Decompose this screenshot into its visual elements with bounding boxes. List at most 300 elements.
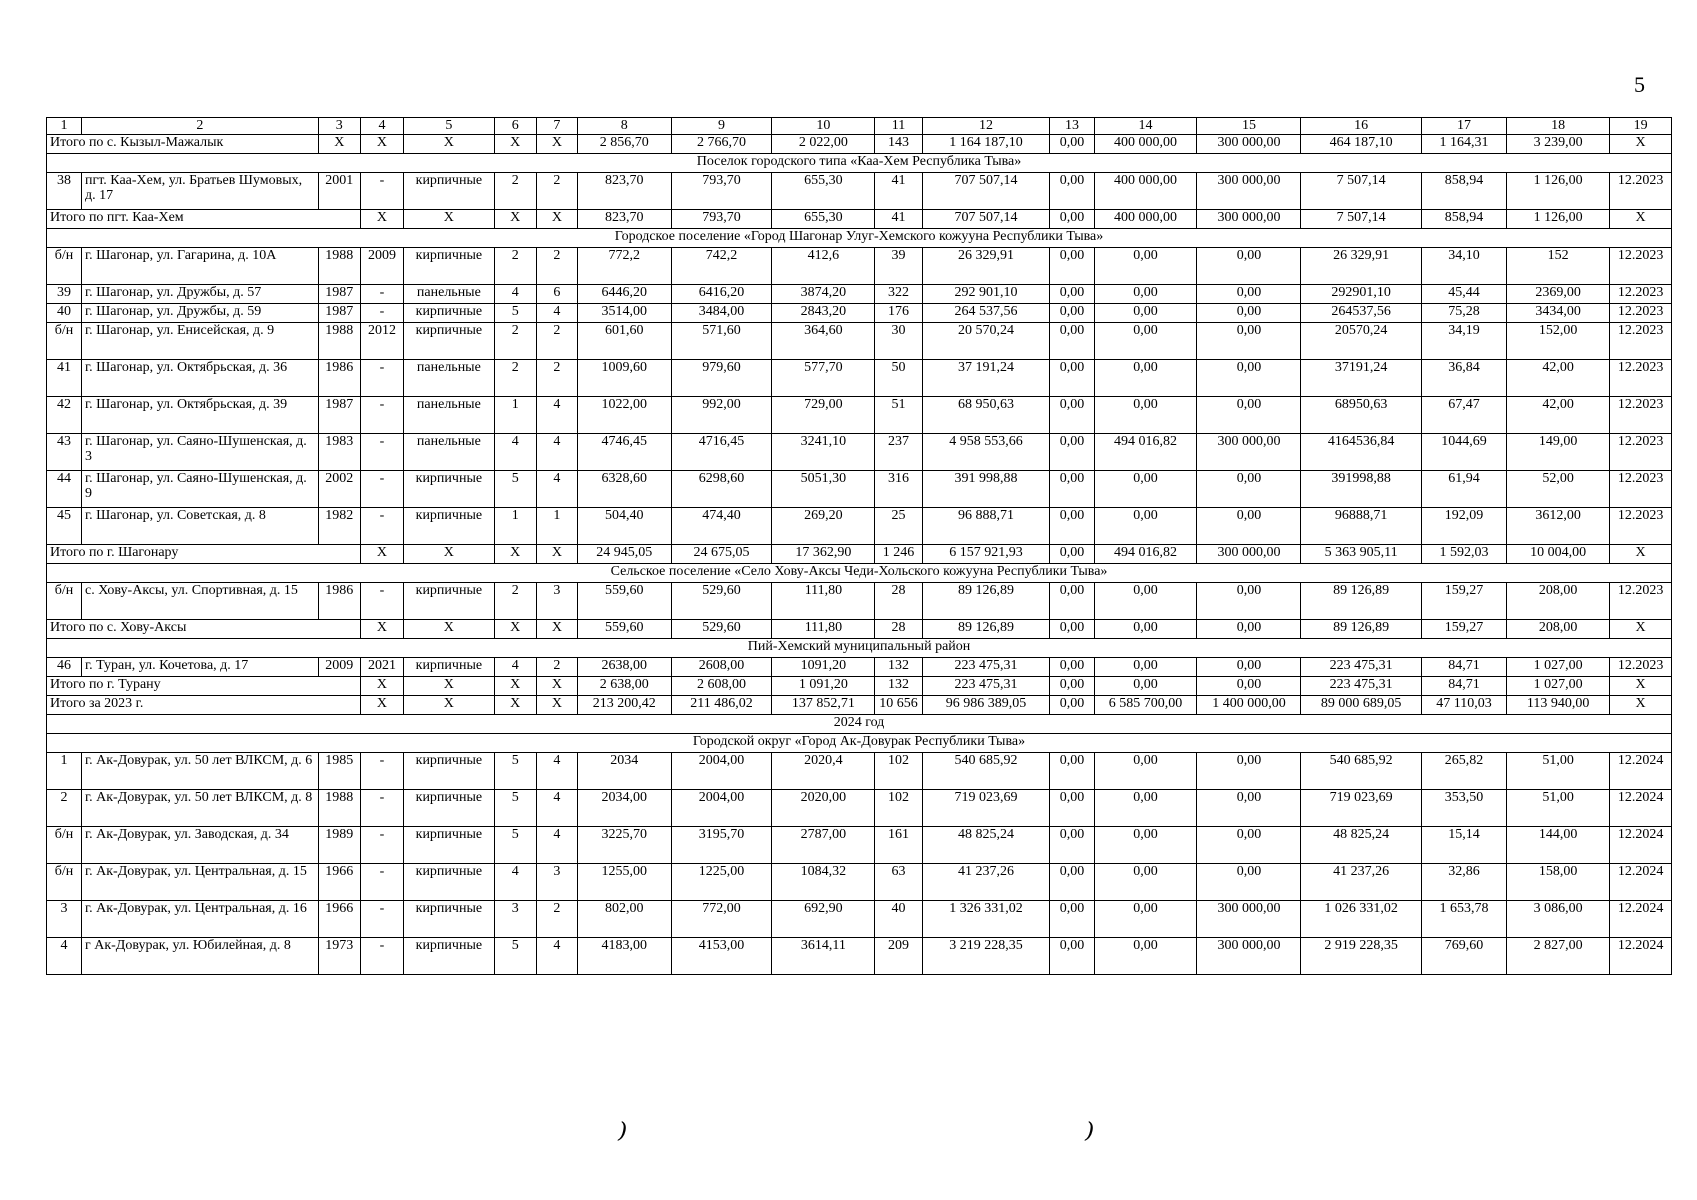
table-cell: - — [360, 753, 403, 790]
table-cell: 0,00 — [1197, 583, 1301, 620]
column-header: 17 — [1421, 118, 1506, 135]
table-cell: X — [1610, 620, 1672, 639]
section-header-row — [47, 229, 1672, 248]
signature-mark-left: ⁾ — [618, 1117, 628, 1159]
table-cell: 4 — [536, 304, 577, 323]
table-cell: 601,60 — [577, 323, 671, 360]
table-cell: 12.2023 — [1610, 248, 1672, 285]
table-cell: 802,00 — [577, 901, 671, 938]
table-cell: 3614,11 — [772, 938, 875, 975]
table-cell: 1 027,00 — [1507, 658, 1610, 677]
address-cell: г. Шагонар, ул. Октябрьская, д. 36 — [81, 360, 318, 397]
table-cell: 67,47 — [1421, 397, 1506, 434]
table-cell: 6 157 921,93 — [922, 545, 1050, 564]
table-cell: 5051,30 — [772, 471, 875, 508]
table-cell: - — [360, 173, 403, 210]
table-cell: 3 — [47, 901, 82, 938]
table-cell: 36,84 — [1421, 360, 1506, 397]
table-cell: 51,00 — [1507, 753, 1610, 790]
table-row — [47, 583, 1672, 620]
table-cell: 30 — [875, 323, 922, 360]
table-cell: 7 507,14 — [1301, 210, 1421, 229]
table-cell: 89 126,89 — [922, 620, 1050, 639]
table-cell: 41 — [875, 173, 922, 210]
table-cell: 12.2024 — [1610, 938, 1672, 975]
table-cell: X — [404, 135, 495, 154]
table-cell: 12.2024 — [1610, 827, 1672, 864]
table-cell: 12.2023 — [1610, 323, 1672, 360]
table-cell: 0,00 — [1197, 285, 1301, 304]
table-cell: 84,71 — [1421, 658, 1506, 677]
table-cell: 769,60 — [1421, 938, 1506, 975]
table-cell: 979,60 — [671, 360, 772, 397]
table-cell: 144,00 — [1507, 827, 1610, 864]
table-cell: 292 901,10 — [922, 285, 1050, 304]
table-cell: 729,00 — [772, 397, 875, 434]
column-header: 9 — [671, 118, 772, 135]
table-cell: 132 — [875, 677, 922, 696]
column-header: 18 — [1507, 118, 1610, 135]
table-cell: панельные — [404, 360, 495, 397]
table-cell: 655,30 — [772, 173, 875, 210]
table-cell: 0,00 — [1094, 323, 1197, 360]
table-cell: 4 — [536, 471, 577, 508]
table-cell: 161 — [875, 827, 922, 864]
table-cell: 1255,00 — [577, 864, 671, 901]
table-cell: 400 000,00 — [1094, 135, 1197, 154]
address-cell: г. Ак-Довурак, ул. Центральная, д. 15 — [81, 864, 318, 901]
table-cell: 707 507,14 — [922, 173, 1050, 210]
table-cell: 0,00 — [1050, 248, 1094, 285]
table-cell: 158,00 — [1507, 864, 1610, 901]
table-cell: 0,00 — [1197, 471, 1301, 508]
table-cell: панельные — [404, 397, 495, 434]
table-cell: 4 958 553,66 — [922, 434, 1050, 471]
table-cell: 32,86 — [1421, 864, 1506, 901]
table-cell: 0,00 — [1050, 790, 1094, 827]
table-cell: 5 — [494, 753, 536, 790]
table-cell: 0,00 — [1197, 248, 1301, 285]
table-cell: 2 — [536, 360, 577, 397]
table-cell: 1988 — [318, 323, 360, 360]
table-cell: кирпичные — [404, 304, 495, 323]
table-cell: 412,6 — [772, 248, 875, 285]
table-cell: 300 000,00 — [1197, 938, 1301, 975]
table-cell: 391998,88 — [1301, 471, 1421, 508]
table-cell: 211 486,02 — [671, 696, 772, 715]
table-cell: 102 — [875, 753, 922, 790]
table-cell: кирпичные — [404, 827, 495, 864]
table-cell: панельные — [404, 434, 495, 471]
table-cell: 3612,00 — [1507, 508, 1610, 545]
total-row — [47, 545, 1672, 564]
section-title: Сельское поселение «Село Хову-Аксы Чеди-Хольского кожууна Республики Тыва» — [47, 564, 1672, 583]
section-header-row — [47, 715, 1672, 734]
total-row — [47, 620, 1672, 639]
table-cell: X — [360, 210, 403, 229]
table-cell: 89 126,89 — [1301, 620, 1421, 639]
section-title: Поселок городского типа «Каа-Хем Республика Тыва» — [47, 154, 1672, 173]
table-cell: 1091,20 — [772, 658, 875, 677]
table-cell: 0,00 — [1094, 583, 1197, 620]
table-cell: 5 — [494, 938, 536, 975]
table-cell: 213 200,42 — [577, 696, 671, 715]
address-cell: г. Ак-Довурак, ул. 50 лет ВЛКСМ, д. 6 — [81, 753, 318, 790]
table-cell: 52,00 — [1507, 471, 1610, 508]
table-cell: 300 000,00 — [1197, 901, 1301, 938]
table-cell: 5 363 905,11 — [1301, 545, 1421, 564]
table-cell: 0,00 — [1094, 864, 1197, 901]
table-cell: 63 — [875, 864, 922, 901]
table-cell: 2 — [536, 901, 577, 938]
table-row — [47, 827, 1672, 864]
table-cell: X — [1610, 135, 1672, 154]
table-cell: 0,00 — [1197, 677, 1301, 696]
total-label: Итого по пгт. Каа-Хем — [47, 210, 361, 229]
table-cell: 5 — [494, 471, 536, 508]
table-cell: 2 — [494, 173, 536, 210]
table-cell: 176 — [875, 304, 922, 323]
table-cell: X — [494, 677, 536, 696]
table-cell: X — [360, 696, 403, 715]
table-cell: X — [536, 545, 577, 564]
table-cell: 132 — [875, 658, 922, 677]
table-cell: 1 091,20 — [772, 677, 875, 696]
section-header-row — [47, 639, 1672, 658]
table-cell: 1987 — [318, 285, 360, 304]
table-cell: 15,14 — [1421, 827, 1506, 864]
table-cell: 0,00 — [1197, 508, 1301, 545]
table-cell: 264537,56 — [1301, 304, 1421, 323]
table-row — [47, 248, 1672, 285]
table-cell: 0,00 — [1197, 658, 1301, 677]
column-header: 8 — [577, 118, 671, 135]
table-cell: 265,82 — [1421, 753, 1506, 790]
table-cell: кирпичные — [404, 901, 495, 938]
table-cell: 4 — [536, 397, 577, 434]
table-cell: 47 110,03 — [1421, 696, 1506, 715]
table-row — [47, 790, 1672, 827]
table-cell: 0,00 — [1094, 827, 1197, 864]
table-cell: 39 — [875, 248, 922, 285]
table-cell: 494 016,82 — [1094, 434, 1197, 471]
table-cell: б/н — [47, 248, 82, 285]
table-cell: 529,60 — [671, 583, 772, 620]
column-header: 15 — [1197, 118, 1301, 135]
table-cell: 1966 — [318, 901, 360, 938]
table-row — [47, 397, 1672, 434]
table-cell: 577,70 — [772, 360, 875, 397]
table-cell: 12.2024 — [1610, 864, 1672, 901]
table-cell: 12.2023 — [1610, 304, 1672, 323]
table-cell: 6416,20 — [671, 285, 772, 304]
table-cell: 0,00 — [1050, 938, 1094, 975]
table-cell: 0,00 — [1050, 397, 1094, 434]
table-cell: 12.2023 — [1610, 583, 1672, 620]
table-cell: X — [494, 545, 536, 564]
table-cell: 0,00 — [1094, 397, 1197, 434]
table-cell: 1 126,00 — [1507, 173, 1610, 210]
table-cell: 28 — [875, 620, 922, 639]
table-cell: 1989 — [318, 827, 360, 864]
address-cell: г. Шагонар, ул. Дружбы, д. 57 — [81, 285, 318, 304]
table-cell: 292901,10 — [1301, 285, 1421, 304]
table-cell: 0,00 — [1050, 583, 1094, 620]
table-cell: 540 685,92 — [922, 753, 1050, 790]
table-cell: 0,00 — [1050, 304, 1094, 323]
table-row — [47, 938, 1672, 975]
table-cell: 4 — [536, 790, 577, 827]
section-title: Пий-Хемский муниципальный район — [47, 639, 1672, 658]
table-cell: 12.2023 — [1610, 658, 1672, 677]
address-cell: г. Шагонар, ул. Гагарина, д. 10А — [81, 248, 318, 285]
table-cell: 26 329,91 — [1301, 248, 1421, 285]
table-cell: 2 — [536, 173, 577, 210]
column-header: 11 — [875, 118, 922, 135]
table-cell: 494 016,82 — [1094, 545, 1197, 564]
table-cell: 41 — [47, 360, 82, 397]
table-cell: 316 — [875, 471, 922, 508]
table-cell: 4 — [536, 827, 577, 864]
table-cell: 237 — [875, 434, 922, 471]
table-cell: 61,94 — [1421, 471, 1506, 508]
table-cell: 823,70 — [577, 173, 671, 210]
table-cell: X — [536, 210, 577, 229]
table-cell: 44 — [47, 471, 82, 508]
table-cell: 264 537,56 — [922, 304, 1050, 323]
table-cell: 793,70 — [671, 210, 772, 229]
table-cell: 3195,70 — [671, 827, 772, 864]
table-cell: 223 475,31 — [1301, 658, 1421, 677]
table-cell: 3484,00 — [671, 304, 772, 323]
table-cell: 2843,20 — [772, 304, 875, 323]
table-cell: 24 675,05 — [671, 545, 772, 564]
table-cell: 2 638,00 — [577, 677, 671, 696]
table-cell: 2 — [494, 583, 536, 620]
table-cell: 12.2024 — [1610, 901, 1672, 938]
table-cell: 102 — [875, 790, 922, 827]
table-cell: 5 — [494, 827, 536, 864]
table-cell: 0,00 — [1050, 677, 1094, 696]
table-cell: 34,19 — [1421, 323, 1506, 360]
table-cell: 20570,24 — [1301, 323, 1421, 360]
table-cell: X — [404, 210, 495, 229]
table-cell: 111,80 — [772, 620, 875, 639]
table-cell: 0,00 — [1094, 901, 1197, 938]
table-cell: 38 — [47, 173, 82, 210]
table-cell: 2 — [536, 248, 577, 285]
table-cell: 529,60 — [671, 620, 772, 639]
table-cell: - — [360, 285, 403, 304]
section-title: 2024 год — [47, 715, 1672, 734]
column-header: 10 — [772, 118, 875, 135]
table-cell: 300 000,00 — [1197, 210, 1301, 229]
table-cell: 2004,00 — [671, 790, 772, 827]
table-cell: 2034,00 — [577, 790, 671, 827]
table-cell: 45 — [47, 508, 82, 545]
table-cell: 2608,00 — [671, 658, 772, 677]
table-cell: 1 — [494, 508, 536, 545]
table-cell: 0,00 — [1050, 658, 1094, 677]
table-cell: 2004,00 — [671, 753, 772, 790]
table-cell: 707 507,14 — [922, 210, 1050, 229]
table-cell: б/н — [47, 323, 82, 360]
table-cell: 46 — [47, 658, 82, 677]
table-cell: X — [494, 620, 536, 639]
table-cell: 51,00 — [1507, 790, 1610, 827]
table-cell: 223 475,31 — [922, 658, 1050, 677]
table-cell: 0,00 — [1050, 360, 1094, 397]
table-cell: 12.2024 — [1610, 790, 1672, 827]
table-cell: 149,00 — [1507, 434, 1610, 471]
table-cell: 0,00 — [1197, 827, 1301, 864]
table-cell: 84,71 — [1421, 677, 1506, 696]
table-cell: 3874,20 — [772, 285, 875, 304]
address-cell: г. Шагонар, ул. Дружбы, д. 59 — [81, 304, 318, 323]
column-header: 2 — [81, 118, 318, 135]
column-header: 3 — [318, 118, 360, 135]
address-cell: пгт. Каа-Хем, ул. Братьев Шумовых, д. 17 — [81, 173, 318, 210]
table-cell: 3 239,00 — [1507, 135, 1610, 154]
table-cell: 1 — [47, 753, 82, 790]
table-cell: 2 608,00 — [671, 677, 772, 696]
table-cell: 25 — [875, 508, 922, 545]
table-cell: X — [1610, 677, 1672, 696]
table-cell: 4716,45 — [671, 434, 772, 471]
table-cell: X — [494, 135, 536, 154]
table-cell: 2009 — [318, 658, 360, 677]
table-cell: 1988 — [318, 790, 360, 827]
table-cell: 152 — [1507, 248, 1610, 285]
table-cell: 4164536,84 — [1301, 434, 1421, 471]
table-cell: 4 — [494, 658, 536, 677]
table-cell: 12.2023 — [1610, 285, 1672, 304]
table-cell: 4746,45 — [577, 434, 671, 471]
section-title: Городское поселение «Город Шагонар Улуг-Хемского кожууна Республики Тыва» — [47, 229, 1672, 248]
table-cell: 400 000,00 — [1094, 173, 1197, 210]
table-cell: - — [360, 901, 403, 938]
table-cell: б/н — [47, 864, 82, 901]
table-cell: 50 — [875, 360, 922, 397]
table-cell: 1 400 000,00 — [1197, 696, 1301, 715]
address-cell: с. Хову-Аксы, ул. Спортивная, д. 15 — [81, 583, 318, 620]
table-cell: 3241,10 — [772, 434, 875, 471]
table-cell: 96 888,71 — [922, 508, 1050, 545]
table-cell: 2001 — [318, 173, 360, 210]
table-cell: X — [1610, 696, 1672, 715]
table-cell: 0,00 — [1197, 753, 1301, 790]
table-cell: - — [360, 304, 403, 323]
table-cell: 2 — [47, 790, 82, 827]
table-cell: 96 986 389,05 — [922, 696, 1050, 715]
table-row — [47, 173, 1672, 210]
table-cell: 1 — [494, 397, 536, 434]
table-cell: кирпичные — [404, 508, 495, 545]
table-cell: 300 000,00 — [1197, 545, 1301, 564]
table-cell: 0,00 — [1050, 901, 1094, 938]
table-cell: кирпичные — [404, 864, 495, 901]
table-cell: 208,00 — [1507, 583, 1610, 620]
table-cell: кирпичные — [404, 790, 495, 827]
signature-mark-right: ⁾ — [1085, 1117, 1095, 1159]
table-cell: 540 685,92 — [1301, 753, 1421, 790]
housing-program-table — [46, 117, 1672, 975]
table-cell: панельные — [404, 285, 495, 304]
table-cell: 68950,63 — [1301, 397, 1421, 434]
table-cell: 26 329,91 — [922, 248, 1050, 285]
table-cell: 3 — [536, 583, 577, 620]
table-cell: 4 — [494, 434, 536, 471]
table-cell: 34,10 — [1421, 248, 1506, 285]
table-cell: 42,00 — [1507, 360, 1610, 397]
table-cell: X — [494, 210, 536, 229]
table-cell: 6298,60 — [671, 471, 772, 508]
table-cell: 0,00 — [1094, 304, 1197, 323]
table-cell: 655,30 — [772, 210, 875, 229]
table-cell: 559,60 — [577, 620, 671, 639]
table-cell: 1983 — [318, 434, 360, 471]
table-cell: 0,00 — [1197, 323, 1301, 360]
table-cell: 10 656 — [875, 696, 922, 715]
table-row — [47, 304, 1672, 323]
table-cell: 0,00 — [1050, 827, 1094, 864]
table-cell: 51 — [875, 397, 922, 434]
table-cell: 1022,00 — [577, 397, 671, 434]
table-cell: 0,00 — [1094, 753, 1197, 790]
column-number-row — [47, 118, 1672, 135]
table-cell: 137 852,71 — [772, 696, 875, 715]
table-cell: 152,00 — [1507, 323, 1610, 360]
table-cell: 400 000,00 — [1094, 210, 1197, 229]
table-cell: 40 — [875, 901, 922, 938]
table-cell: 2009 — [360, 248, 403, 285]
table-cell: 1986 — [318, 360, 360, 397]
table-cell: 10 004,00 — [1507, 545, 1610, 564]
total-label: Итого по г. Шагонару — [47, 545, 361, 564]
total-label: Итого по с. Хову-Аксы — [47, 620, 361, 639]
table-cell: 0,00 — [1197, 304, 1301, 323]
table-cell: 40 — [47, 304, 82, 323]
table-cell: 113 940,00 — [1507, 696, 1610, 715]
table-cell: 0,00 — [1094, 471, 1197, 508]
table-cell: 89 000 689,05 — [1301, 696, 1421, 715]
table-cell: 4 — [536, 434, 577, 471]
table-cell: - — [360, 434, 403, 471]
table-cell: 4 — [494, 864, 536, 901]
table-cell: 0,00 — [1197, 620, 1301, 639]
table-cell: 5 — [494, 304, 536, 323]
table-row — [47, 901, 1672, 938]
table-cell: X — [404, 696, 495, 715]
table-cell: 1009,60 — [577, 360, 671, 397]
table-cell: 992,00 — [671, 397, 772, 434]
table-row — [47, 360, 1672, 397]
table-cell: X — [404, 677, 495, 696]
column-header: 19 — [1610, 118, 1672, 135]
table-cell: 0,00 — [1094, 360, 1197, 397]
table-cell: 4153,00 — [671, 938, 772, 975]
table-cell: 89 126,89 — [922, 583, 1050, 620]
address-cell: г Ак-Довурак, ул. Юбилейная, д. 8 — [81, 938, 318, 975]
table-cell: 269,20 — [772, 508, 875, 545]
table-cell: 0,00 — [1094, 790, 1197, 827]
table-cell: 0,00 — [1050, 508, 1094, 545]
table-cell: 2 766,70 — [671, 135, 772, 154]
table-cell: 1 164,31 — [1421, 135, 1506, 154]
table-cell: 0,00 — [1050, 434, 1094, 471]
table-cell: 6 585 700,00 — [1094, 696, 1197, 715]
column-header: 5 — [404, 118, 495, 135]
